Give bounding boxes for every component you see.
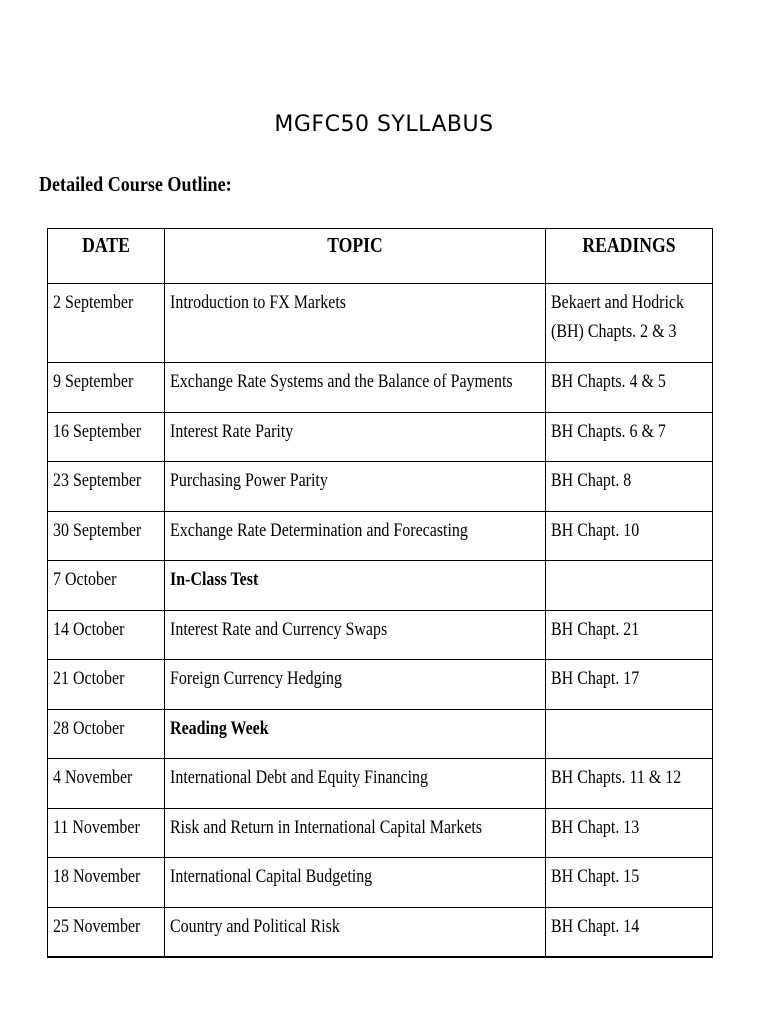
topic-cell-text: Purchasing Power Parity xyxy=(170,470,328,491)
date-cell-text: 9 September xyxy=(53,371,134,392)
readings-cell xyxy=(546,363,713,413)
topic-cell xyxy=(165,660,546,710)
topic-cell xyxy=(165,462,546,512)
table-row xyxy=(48,858,713,908)
topic-cell-text: International Debt and Equity Financing xyxy=(170,767,428,788)
readings-cell-text: BH Chapts. 11 & 12 xyxy=(551,767,682,788)
readings-cell xyxy=(546,709,713,759)
table-row xyxy=(48,660,713,710)
readings-cell-text: BH Chapt. 14 xyxy=(551,915,640,937)
topic-cell xyxy=(165,759,546,809)
readings-cell xyxy=(546,561,713,611)
date-cell xyxy=(48,363,165,413)
readings-cell-text xyxy=(546,561,685,565)
topic-cell-text: Exchange Rate Determination and Forecasting xyxy=(170,519,468,541)
header-cell-readings xyxy=(546,229,713,284)
date-cell-text: 2 September xyxy=(53,292,134,313)
readings-cell xyxy=(546,808,713,858)
readings-cell xyxy=(546,858,713,908)
date-cell xyxy=(48,759,165,809)
table-row xyxy=(48,759,713,809)
header-cell-topic xyxy=(165,229,546,284)
readings-cell-text: BH Chapt. 21 xyxy=(551,618,640,640)
table-row xyxy=(48,610,713,660)
readings-cell xyxy=(546,660,713,710)
date-cell-text: 30 September xyxy=(53,519,142,541)
table-row xyxy=(48,561,713,611)
date-cell xyxy=(48,907,165,957)
topic-cell-text: Introduction to FX Markets xyxy=(170,292,347,313)
date-cell xyxy=(48,610,165,660)
topic-cell xyxy=(165,907,546,957)
table-row xyxy=(48,511,713,561)
table-header-row xyxy=(48,229,713,284)
section-heading: Detailed Course Outline: xyxy=(39,172,232,196)
date-cell xyxy=(48,412,165,462)
topic-cell xyxy=(165,808,546,858)
topic-cell xyxy=(165,412,546,462)
date-cell xyxy=(48,858,165,908)
header-cell-date xyxy=(48,229,165,284)
date-cell-text: 18 November xyxy=(53,866,141,887)
table-row xyxy=(48,363,713,413)
date-cell-text: 7 October xyxy=(53,569,117,590)
readings-cell-text xyxy=(546,710,685,714)
date-cell xyxy=(48,284,165,363)
readings-cell-text: Bekaert and Hodrick (BH) Chapts. 2 & 3 xyxy=(551,292,684,342)
readings-cell xyxy=(546,907,713,957)
readings-cell xyxy=(546,759,713,809)
topic-cell xyxy=(165,709,546,759)
topic-cell xyxy=(165,610,546,660)
table-body xyxy=(48,284,713,958)
date-cell xyxy=(48,462,165,512)
topic-cell xyxy=(165,511,546,561)
table-row xyxy=(48,808,713,858)
topic-cell-text: Risk and Return in International Capital Markets xyxy=(170,816,483,838)
topic-cell-text: Interest Rate and Currency Swaps xyxy=(170,618,388,640)
date-cell-text: 16 September xyxy=(53,420,142,442)
readings-cell-text: BH Chapt. 13 xyxy=(551,816,640,838)
table-row xyxy=(48,284,713,363)
topic-cell-text: Country and Political Risk xyxy=(170,915,340,937)
document-title: MGFC50 SYLLABUS xyxy=(274,112,494,137)
readings-cell xyxy=(546,412,713,462)
readings-cell xyxy=(546,284,713,363)
readings-cell xyxy=(546,511,713,561)
date-cell-text: 25 November xyxy=(53,915,141,937)
date-cell-text: 21 October xyxy=(53,668,125,689)
topic-cell-text: In-Class Test xyxy=(170,569,259,590)
readings-cell xyxy=(546,462,713,512)
topic-cell-text: Foreign Currency Hedging xyxy=(170,668,343,689)
readings-cell-text: BH Chapts. 4 & 5 xyxy=(551,371,666,392)
readings-cell-text: BH Chapts. 6 & 7 xyxy=(551,420,666,442)
topic-cell xyxy=(165,561,546,611)
table-row xyxy=(48,412,713,462)
readings-cell-text: BH Chapt. 17 xyxy=(551,668,640,689)
readings-cell-text: BH Chapt. 10 xyxy=(551,519,640,541)
topic-cell xyxy=(165,284,546,363)
date-cell-text: 28 October xyxy=(53,717,125,739)
date-cell xyxy=(48,511,165,561)
topic-cell xyxy=(165,858,546,908)
table-row xyxy=(48,462,713,512)
date-cell-text: 11 November xyxy=(53,816,140,838)
readings-cell-text: BH Chapt. 8 xyxy=(551,470,632,491)
date-cell xyxy=(48,660,165,710)
course-outline-table xyxy=(47,228,713,958)
header-label-readings: READINGS xyxy=(582,233,676,257)
topic-cell-text: Exchange Rate Systems and the Balance of Payments xyxy=(170,371,513,392)
topic-cell-text: Interest Rate Parity xyxy=(170,420,294,442)
topic-cell-text: International Capital Budgeting xyxy=(170,866,373,887)
topic-cell-text: Reading Week xyxy=(170,717,269,739)
readings-cell xyxy=(546,610,713,660)
header-label-date: DATE xyxy=(82,233,130,257)
topic-cell xyxy=(165,363,546,413)
date-cell-text: 23 September xyxy=(53,470,142,491)
date-cell-text: 4 November xyxy=(53,767,133,788)
date-cell-text: 14 October xyxy=(53,618,125,640)
header-label-topic: TOPIC xyxy=(327,233,383,257)
table-row xyxy=(48,907,713,957)
date-cell xyxy=(48,808,165,858)
date-cell xyxy=(48,561,165,611)
table-row xyxy=(48,709,713,759)
readings-cell-text: BH Chapt. 15 xyxy=(551,866,640,887)
date-cell xyxy=(48,709,165,759)
